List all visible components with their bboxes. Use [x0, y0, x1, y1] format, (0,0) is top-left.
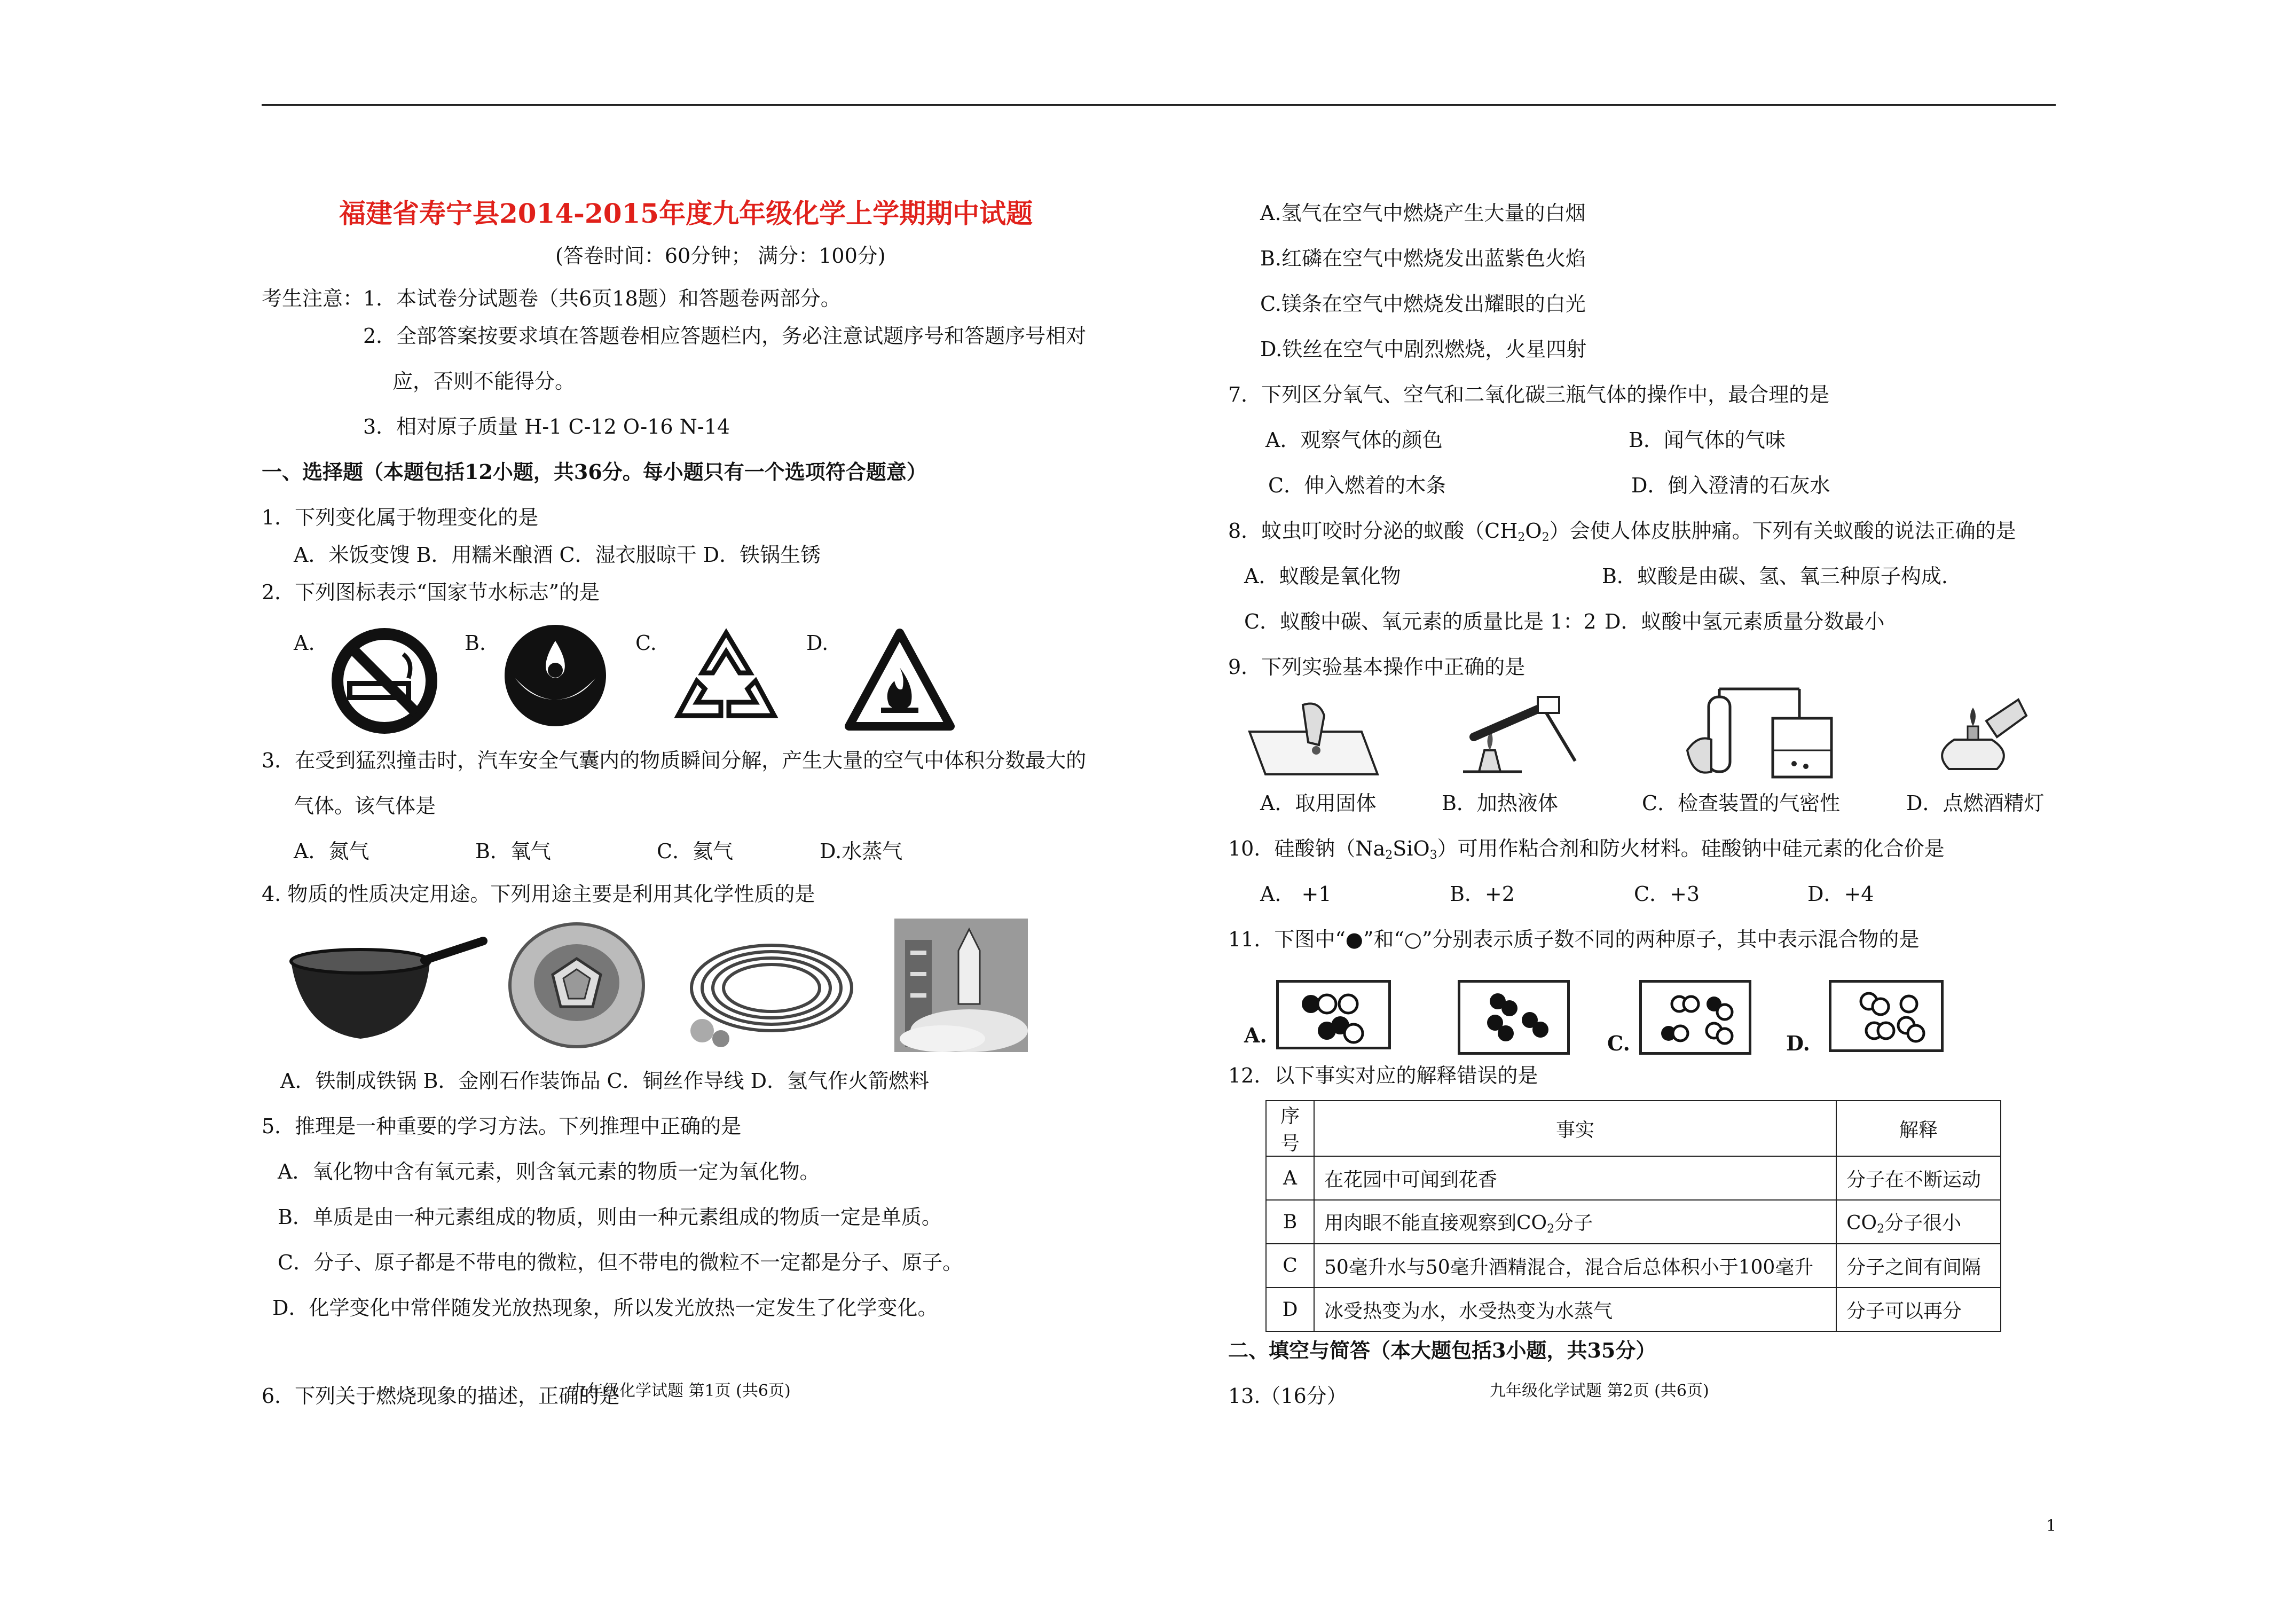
q5-stem: 5．推理是一种重要的学习方法。下列推理中正确的是	[262, 1115, 742, 1138]
q3-option-d: D.水蒸气	[820, 840, 903, 863]
table-cell-fact: 冰受热变为水，水受热变为水蒸气	[1314, 1288, 1836, 1331]
q10-option-d: D．+4	[1807, 882, 1874, 906]
q11-box-c	[1639, 980, 1751, 1055]
table-row	[1266, 1200, 2001, 1244]
diamond-ornament-image	[505, 919, 649, 1052]
table-cell-no: B	[1266, 1200, 1314, 1244]
notice-item-2: 2．全部答案按要求填在答题卷相应答题栏内，务必注意试题序号和答题序号相对	[363, 324, 1087, 348]
exam-info: (答卷时间：60分钟； 满分：100分)	[555, 244, 886, 268]
table-cell-fact: 在花园中可闻到花香	[1314, 1156, 1836, 1200]
q2-label-d: D.	[806, 631, 829, 655]
iron-wok-image	[280, 929, 489, 1052]
section-1-heading: 一、选择题（本题包括12小题，共36分。每小题只有一个选项符合题意）	[262, 460, 927, 484]
q3-option-a: A．氮气	[294, 840, 369, 863]
q1-options: A．米饭变馊 B．用糯米酿酒 C．湿衣服晾干 D．铁锅生锈	[294, 543, 821, 567]
q3-stem-cont: 气体。该气体是	[294, 794, 436, 818]
q9-option-d: D．点燃酒精灯	[1906, 791, 2045, 815]
q2-label-b: B.	[465, 631, 486, 655]
q11-box-d	[1829, 980, 1944, 1052]
airtightness-check-image	[1666, 686, 1842, 788]
q8-option-d: D．蚁酸中氢元素质量分数最小	[1605, 610, 1885, 633]
q11-label-d: D.	[1786, 1031, 1810, 1055]
q11-stem: 11．下图中“●”和“○”分别表示质子数不同的两种原子，其中表示混合物的是	[1228, 928, 1920, 951]
q8-option-b: B．蚁酸是由碳、氢、氧三种原子构成.	[1602, 564, 1948, 588]
q12-table	[1265, 1100, 2001, 1332]
top-rule	[262, 104, 2056, 106]
q2-label-c: C.	[635, 631, 657, 655]
q3-option-b: B．氧气	[475, 840, 551, 863]
table-header-explanation: 解释	[1836, 1101, 2001, 1156]
no-smoking-icon	[328, 625, 441, 737]
q3-option-c: C．氦气	[657, 840, 734, 863]
notice-item-2-cont: 应，否则不能得分。	[392, 370, 576, 393]
q10-option-a: A． +1	[1260, 882, 1332, 906]
table-header-fact: 事实	[1314, 1101, 1836, 1156]
q8-stem: 8．蚊虫叮咬时分泌的蚁酸$(CH_2O_2)$会使人体皮肤肿痛。下列有关蚁酸的说法正确的是	[1228, 519, 2016, 544]
q11-label-c: C.	[1607, 1031, 1630, 1055]
q4-stem: 4. 物质的性质决定用途。下列用途主要是利用其化学性质的是	[262, 882, 815, 906]
section-2-heading: 二、填空与简答（本大题包括3小题，共35分）	[1228, 1338, 1656, 1362]
water-saving-icon	[499, 619, 611, 732]
flammable-warning-icon	[841, 625, 958, 737]
q5-option-c: C．分子、原子都是不带电的微粒，但不带电的微粒不一定都是分子、原子。	[278, 1251, 963, 1274]
q11-label-a: A.	[1244, 1023, 1267, 1047]
q12-stem: 12．以下事实对应的解释错误的是	[1228, 1064, 1538, 1087]
copper-wire-image	[681, 929, 868, 1052]
q11-box-a	[1276, 980, 1391, 1049]
q5-option-d: D．化学变化中常伴随发光放热现象，所以发光放热一定发生了化学变化。	[272, 1296, 938, 1320]
table-header-no: 序号	[1266, 1101, 1314, 1156]
q1-stem: 1．下列变化属于物理变化的是	[262, 506, 539, 529]
q7-option-b: B．闻气体的气味	[1629, 428, 1786, 452]
q6-stem: 6．下列关于燃烧现象的描述，正确的是	[262, 1384, 620, 1408]
take-solid-image	[1244, 694, 1383, 785]
q9-stem: 9．下列实验基本操作中正确的是	[1228, 655, 1526, 679]
q9-option-b: B．加热液体	[1442, 791, 1558, 815]
q8-option-a: A．蚁酸是氧化物	[1244, 564, 1401, 588]
q10-stem: 10．硅酸钠$(Na_2SiO_3)$可用作粘合剂和防火材料。硅酸钠中硅元素的化合价是	[1228, 837, 1945, 862]
footer-left: 九年级化学试题 第1页 (共6页)	[571, 1382, 791, 1400]
q8-option-c: C．蚁酸中碳、氧元素的质量比是 1：2	[1244, 610, 1597, 633]
q4-options: A．铁制成铁锅 B．金刚石作装饰品 C．铜丝作导线 D．氢气作火箭燃料	[280, 1069, 930, 1093]
q6-option-c: C.镁条在空气中燃烧发出耀眼的白光	[1260, 292, 1586, 316]
q10-option-b: B．+2	[1450, 882, 1515, 906]
notice-item-3: 3．相对原子质量 H-1 C-12 O-16 N-14	[363, 415, 730, 438]
page-title: 福建省寿宁县2014-2015年度九年级化学上学期期中试题	[339, 198, 1033, 229]
alcohol-lamp-image	[1917, 689, 2034, 785]
table-cell-no: A	[1266, 1156, 1314, 1200]
q7-option-a: A．观察气体的颜色	[1265, 428, 1443, 452]
footer-right: 九年级化学试题 第2页 (共6页)	[1490, 1382, 1709, 1400]
q6-option-d: D.铁丝在空气中剧烈燃烧，火星四射	[1260, 338, 1587, 361]
q5-option-b: B．单质是由一种元素组成的物质，则由一种元素组成的物质一定是单质。	[278, 1205, 942, 1229]
page-number: 1	[2046, 1517, 2057, 1535]
table-cell-fact: 50毫升水与50毫升酒精混合，混合后总体积小于100毫升	[1314, 1244, 1836, 1288]
table-header-row	[1266, 1101, 2001, 1156]
q2-stem: 2．下列图标表示“国家节水标志”的是	[262, 580, 600, 604]
table-cell-no: C	[1266, 1244, 1314, 1288]
q7-option-d: D．倒入澄清的石灰水	[1631, 474, 1830, 497]
notice-item-1: 考生注意：1．本试卷分试题卷（共6页18题）和答题卷两部分。	[262, 287, 841, 310]
q5-option-a: A．氧化物中含有氧元素，则含氧元素的物质一定为氧化物。	[278, 1160, 820, 1183]
q9-option-a: A．取用固体	[1260, 791, 1377, 815]
q2-label-a: A.	[294, 631, 315, 655]
table-cell-explanation: $CO_2$分子很小	[1836, 1200, 2001, 1244]
table-cell-no: D	[1266, 1288, 1314, 1331]
q3-stem: 3．在受到猛烈撞击时，汽车安全气囊内的物质瞬间分解，产生大量的空气中体积分数最大的	[262, 749, 1087, 772]
table-cell-fact: 用肉眼不能直接观察到$CO_2$分子	[1314, 1200, 1836, 1244]
q7-stem: 7．下列区分氧气、空气和二氧化碳三瓶气体的操作中，最合理的是	[1228, 383, 1830, 406]
table-row	[1266, 1244, 2001, 1288]
recycling-icon	[670, 622, 782, 734]
table-cell-explanation: 分子之间有间隔	[1836, 1244, 2001, 1288]
q9-option-c: C．检查装置的气密性	[1642, 791, 1841, 815]
rocket-launch-image	[894, 919, 1028, 1052]
q6-option-b: B.红磷在空气中燃烧发出蓝紫色火焰	[1260, 247, 1586, 270]
q6-option-a: A.氢气在空气中燃烧产生大量的白烟	[1260, 201, 1586, 225]
table-cell-explanation: 分子可以再分	[1836, 1288, 2001, 1331]
q7-option-c: C．伸入燃着的木条	[1268, 474, 1446, 497]
table-row	[1266, 1288, 2001, 1331]
q10-option-c: C．+3	[1634, 882, 1700, 906]
q11-box-b	[1458, 980, 1570, 1055]
table-cell-explanation: 分子在不断运动	[1836, 1156, 2001, 1200]
table-row	[1266, 1156, 2001, 1200]
q13-stem: 13.（16分）	[1228, 1384, 1347, 1408]
heat-liquid-image	[1442, 686, 1597, 785]
